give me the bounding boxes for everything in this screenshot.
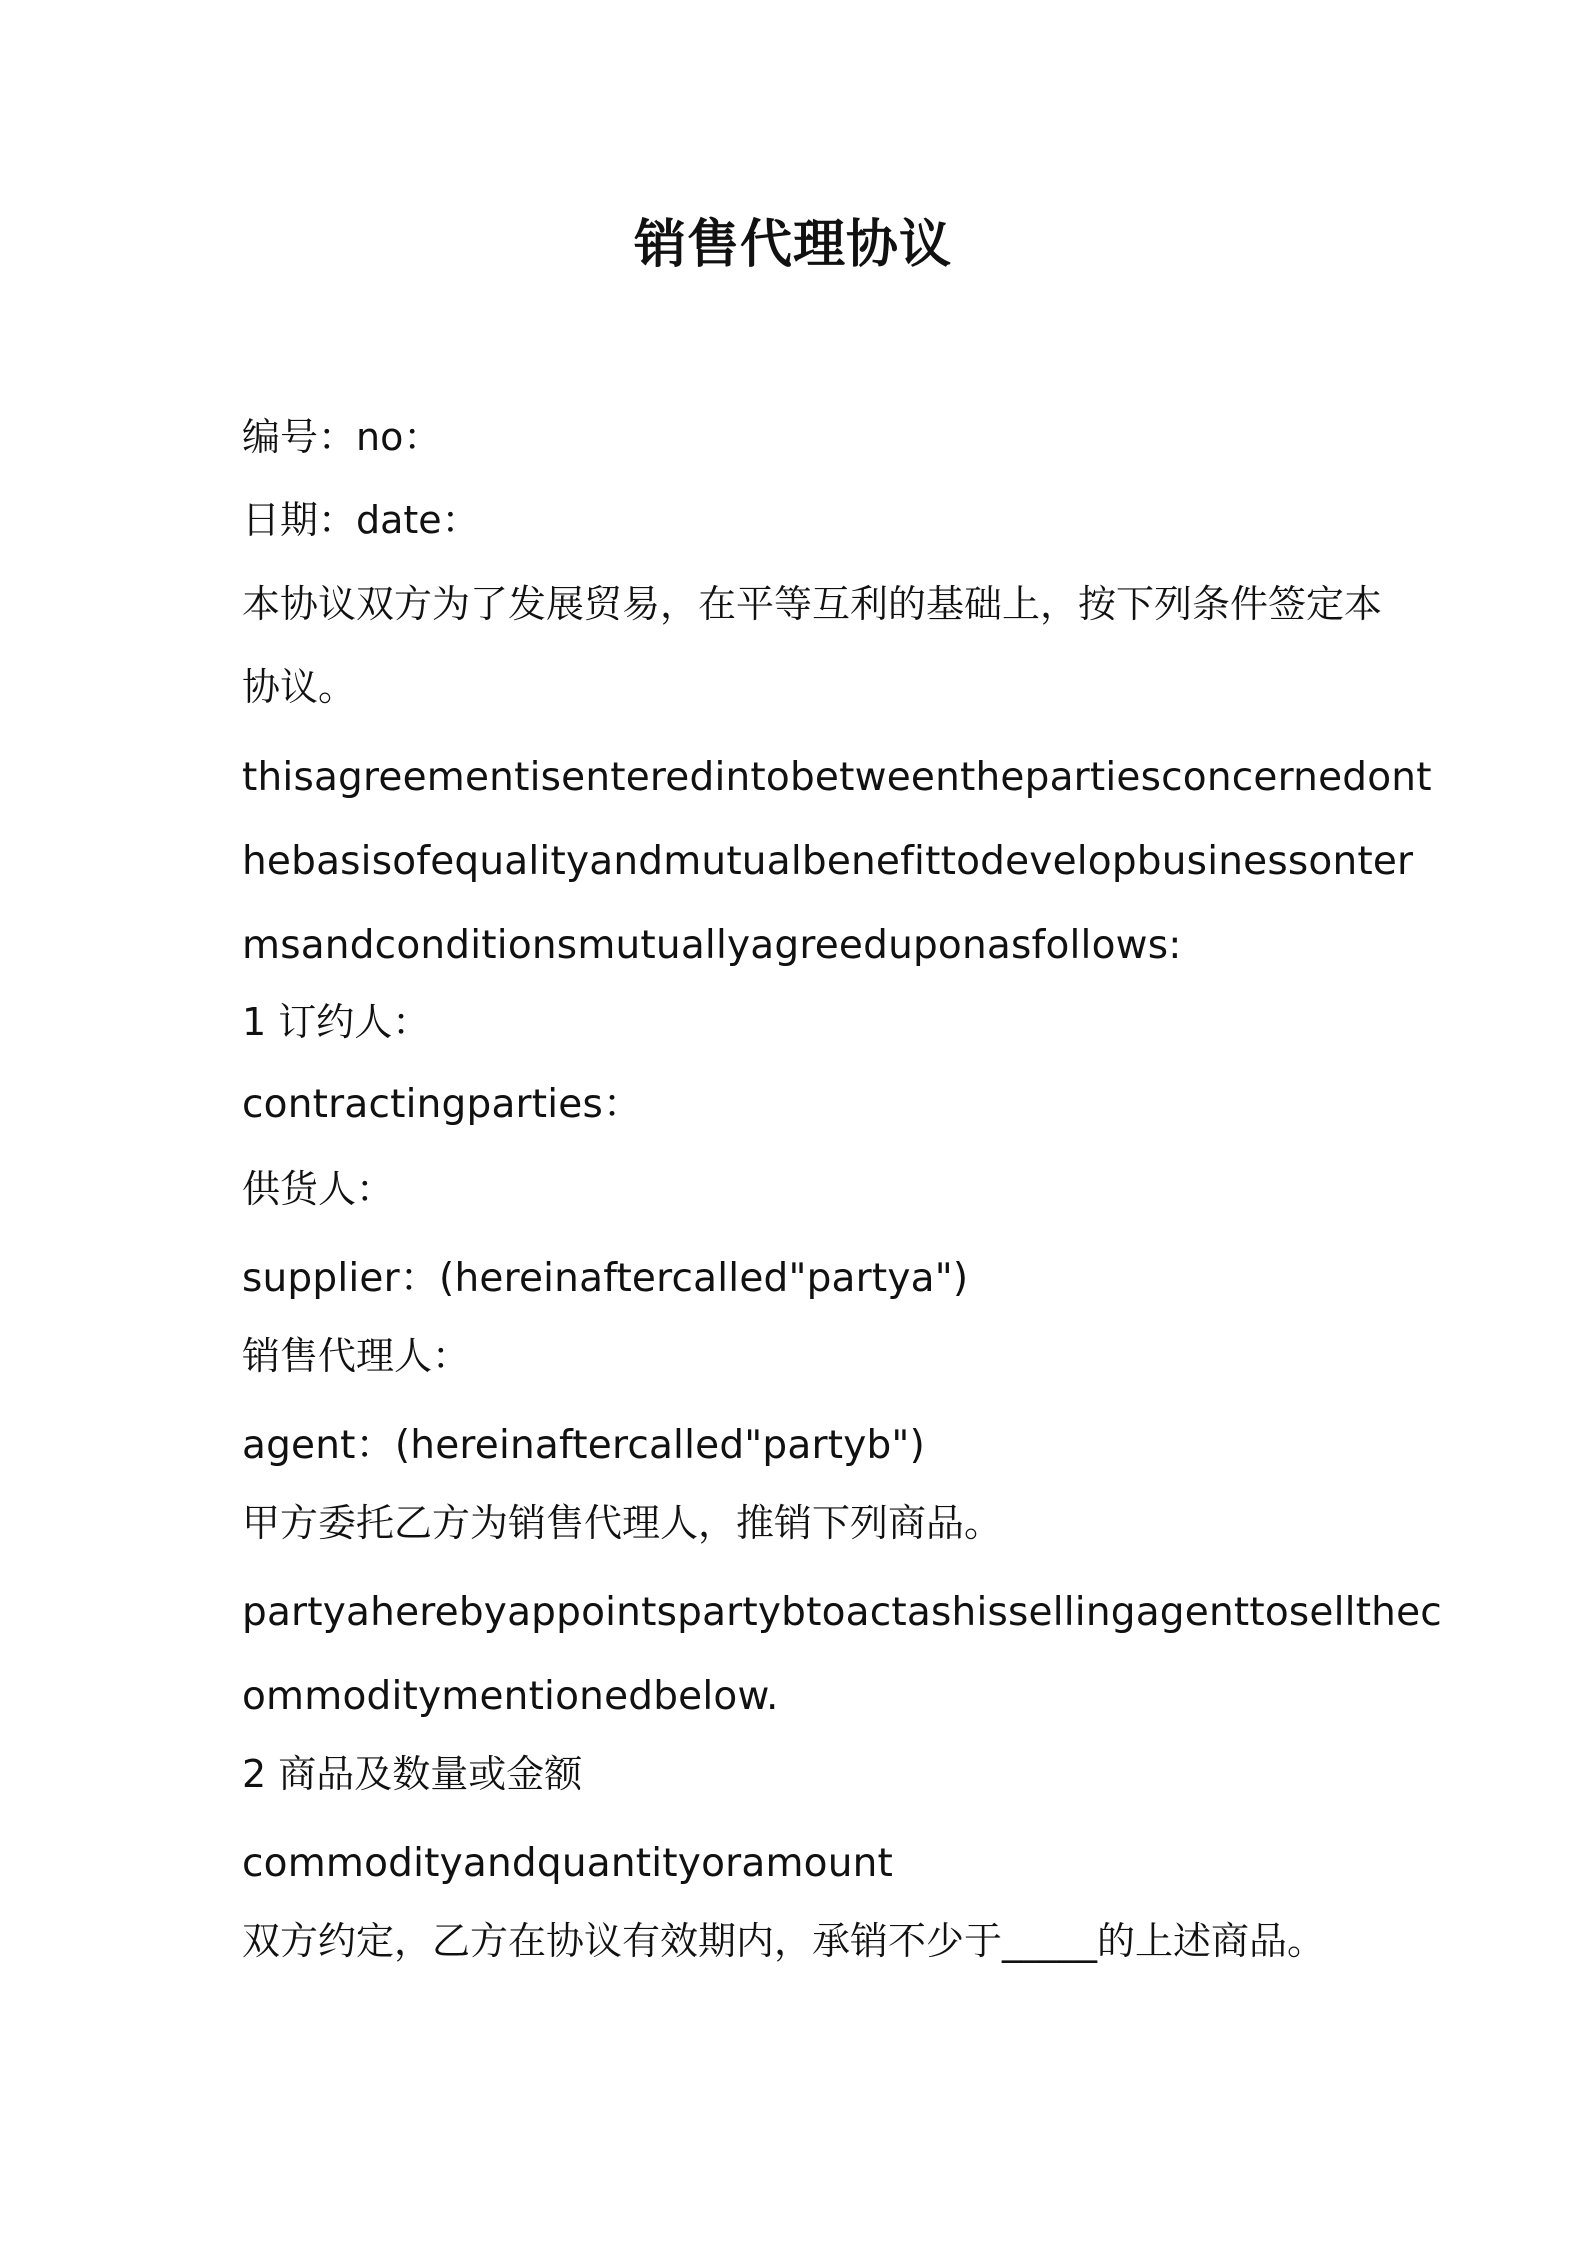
doc-date-line: 日期：date： bbox=[242, 498, 480, 542]
quantity-clause-cn: 双方约定，乙方在协议有效期内，承销不少于_____的上述商品。 bbox=[242, 1919, 1326, 1963]
section-1-heading-en: contractingparties： bbox=[242, 1082, 643, 1127]
section-2-heading-en: commodityandquantityoramount bbox=[242, 1841, 894, 1886]
preamble-en-line-2: hebasisofequalityandmutualbenefittodevelopbusinessonter bbox=[242, 839, 1414, 884]
section-2-heading-cn: 2 商品及数量或金额 bbox=[242, 1752, 583, 1796]
preamble-cn-line-1: 本协议双方为了发展贸易，在平等互利的基础上，按下列条件签定本 bbox=[242, 582, 1383, 626]
appointment-en-line-1: partyaherebyappointspartybtoactashissellingagenttosellthec bbox=[242, 1590, 1442, 1635]
agent-label-cn: 销售代理人： bbox=[242, 1334, 471, 1378]
section-1-heading-cn: 1 订约人： bbox=[242, 1000, 431, 1044]
appointment-cn: 甲方委托乙方为销售代理人，推销下列商品。 bbox=[242, 1501, 1003, 1545]
doc-number-line: 编号：no： bbox=[242, 415, 442, 459]
preamble-cn-line-2: 协议。 bbox=[242, 665, 357, 709]
document-title: 销售代理协议 bbox=[633, 215, 952, 275]
preamble-en-line-3: msandconditionsmutuallyagreeduponasfollows: bbox=[242, 923, 1182, 968]
agent-label-en: agent：(hereinaftercalled"partyb") bbox=[242, 1423, 925, 1468]
supplier-label-en: supplier：(hereinaftercalled"partya") bbox=[242, 1256, 969, 1301]
preamble-en-line-1: thisagreementisenteredintobetweenthepartiesconcernedont bbox=[242, 755, 1432, 800]
supplier-label-cn: 供货人： bbox=[242, 1167, 395, 1211]
appointment-en-line-2: ommoditymentionedbelow. bbox=[242, 1674, 779, 1719]
